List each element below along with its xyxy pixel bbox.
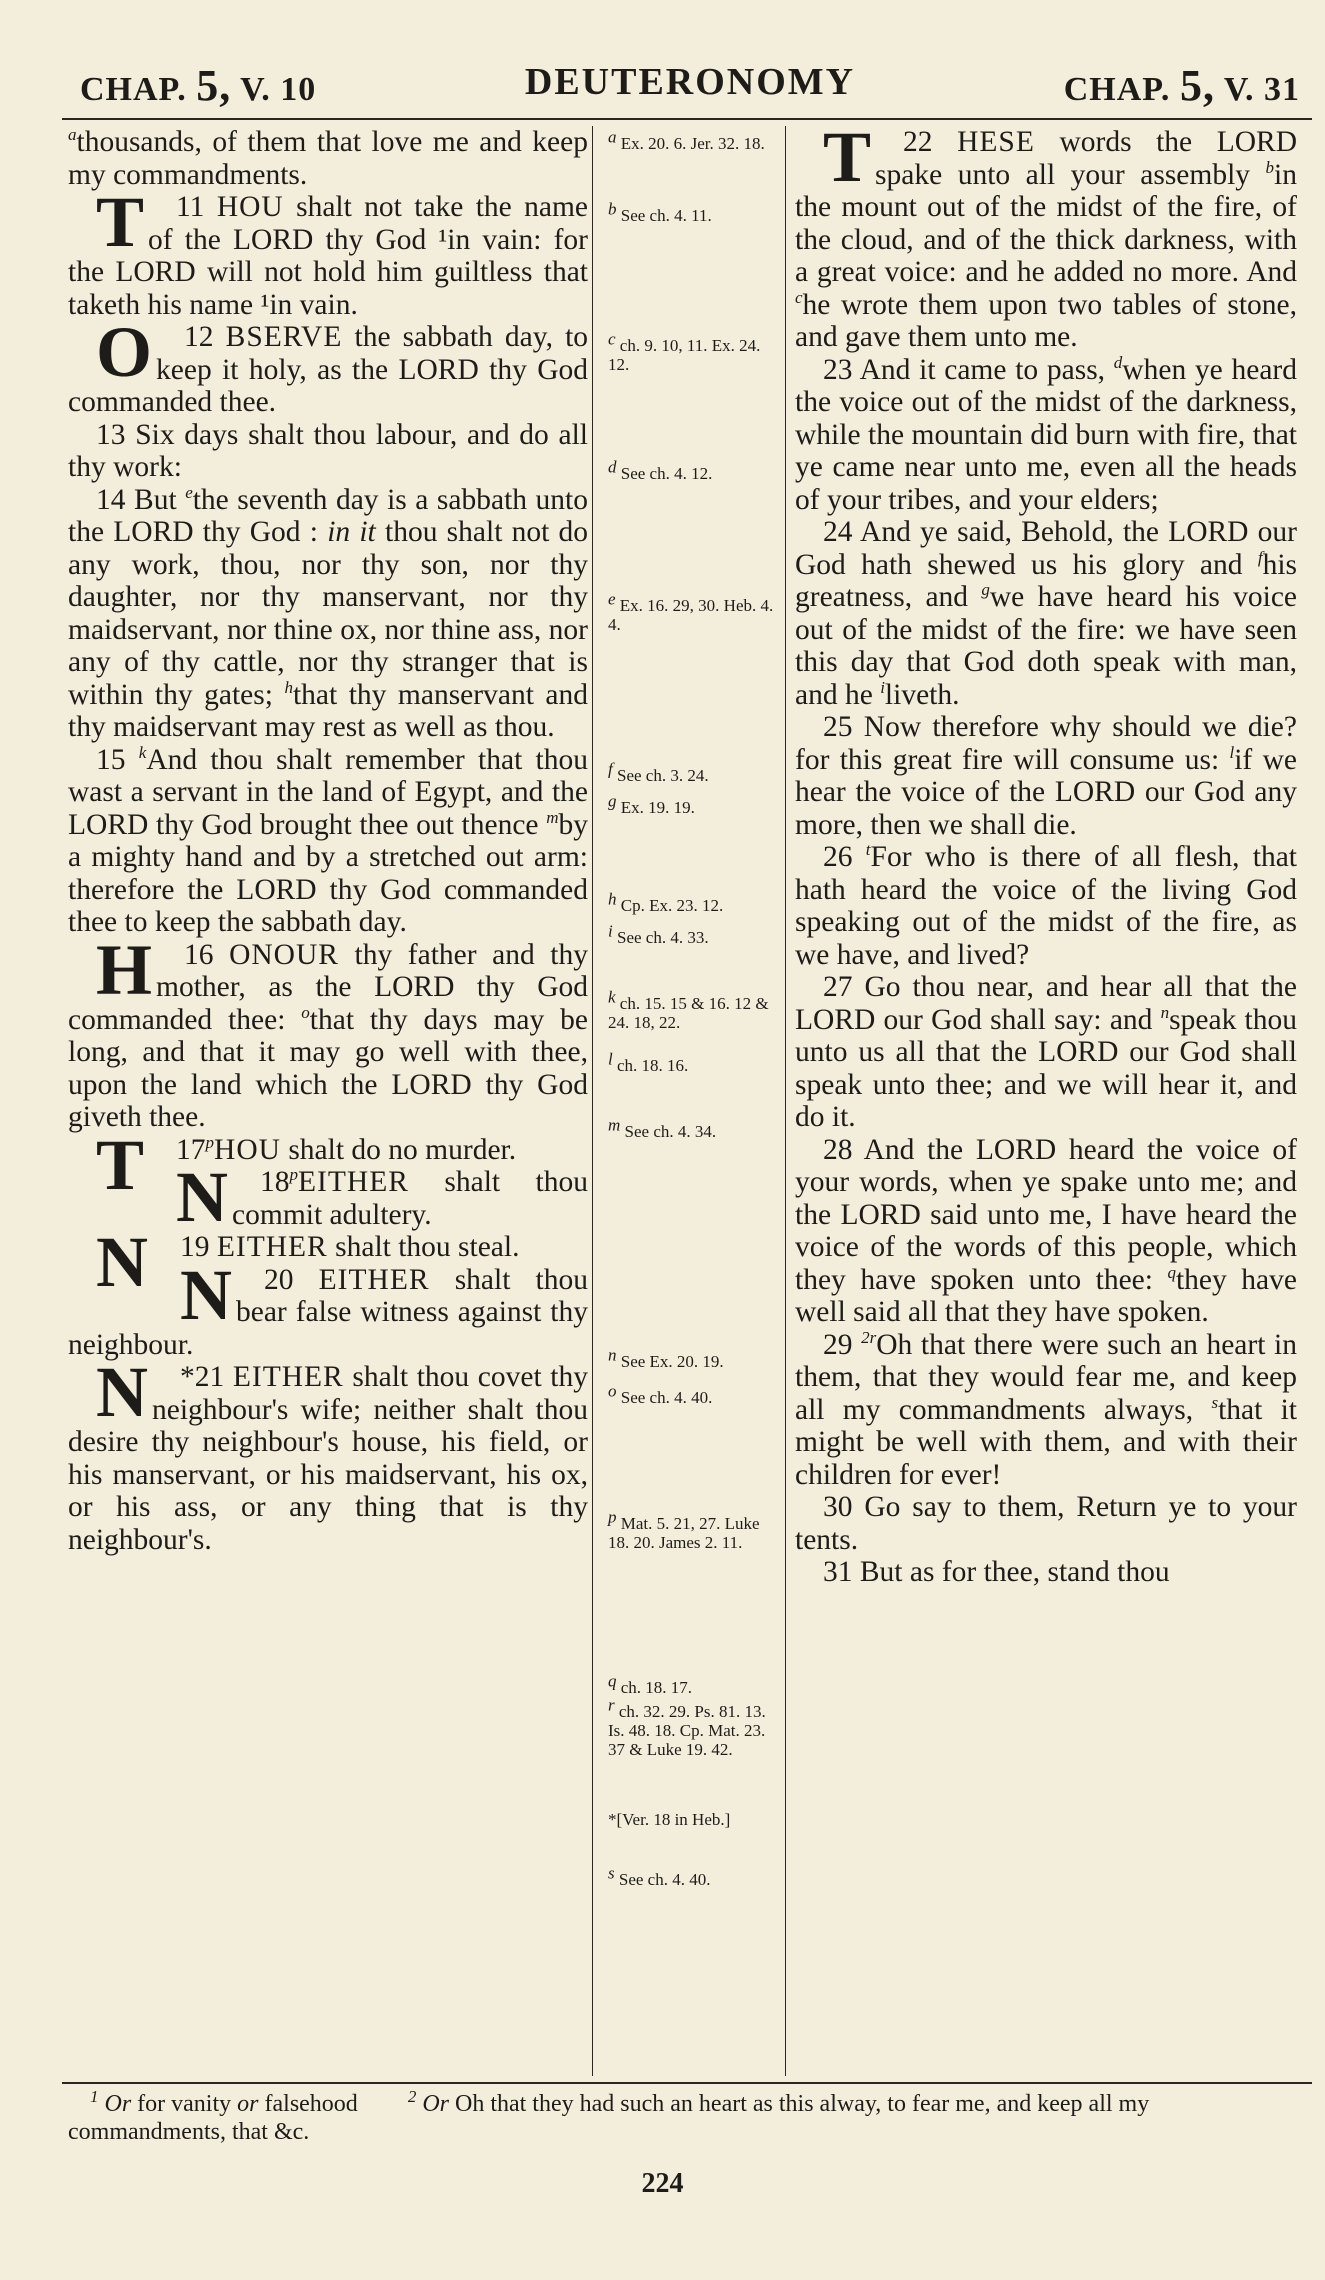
ref-letter: k <box>608 987 616 1007</box>
verse-text: we have heard his voice out of the midst of the fire: we have seen this day that God doth speak with man, and he <box>795 581 1298 711</box>
verse-caps: EITHER <box>298 1166 409 1198</box>
verse-text: they have well said all that they have spoken. <box>795 1263 1297 1328</box>
verse-31: 31 But as for thee, stand thou <box>823 1556 1170 1588</box>
verse-number: 11 <box>176 191 205 223</box>
cross-reference <box>608 987 784 1032</box>
verse-11 <box>68 182 589 321</box>
verse-26 <box>795 841 1297 971</box>
verse-text: the sabbath day, to keep it holy, as the LORD thy God commanded thee. <box>68 321 589 418</box>
header-right-reference <box>1064 60 1300 111</box>
ref-text: See ch. 4. 33. <box>616 928 709 947</box>
footnote-marker: m <box>546 807 559 827</box>
running-header <box>80 60 1300 120</box>
verse-text: he wrote them upon two tables of stone, and gave them unto me. <box>795 288 1297 353</box>
ref-text: ch. 9. 10, 11. Ex. 24. 12. <box>608 336 761 374</box>
footnote-marker: g <box>981 580 990 600</box>
verse-text: 23 And it came to pass, <box>823 353 1106 386</box>
verse-text: words the LORD spake unto all your assembly <box>875 126 1298 191</box>
verse-caps: HOU <box>216 191 284 223</box>
ref-letter: g <box>608 791 617 811</box>
footnote-marker: n <box>1160 1002 1170 1022</box>
ref-text: ch. 18. 17. <box>620 1678 693 1697</box>
header-right-prefix: CHAP. <box>1063 71 1171 108</box>
ref-letter: a <box>608 127 617 147</box>
page-number: 224 <box>641 2168 684 2199</box>
column-divider-left <box>592 126 593 2076</box>
cross-reference <box>608 1507 784 1552</box>
ref-letter: m <box>608 1115 621 1135</box>
verse-text: liveth. <box>884 678 960 711</box>
verse-text: shalt do no murder. <box>288 1133 517 1166</box>
column-divider-right <box>785 126 786 2076</box>
verse-caps: EITHER <box>216 1231 328 1263</box>
ref-letter: e <box>608 589 616 609</box>
cross-reference <box>608 1863 784 1889</box>
verse-caps: HESE <box>957 126 1035 158</box>
footnote-marker: c <box>795 287 803 307</box>
ref-text: See ch. 4. 12. <box>620 464 713 483</box>
footnote-marker: i <box>880 677 885 697</box>
footnote-marker: 2r <box>861 1327 877 1347</box>
footnote-marker: t <box>865 840 871 860</box>
verse-text: in the mount out of the midst of the fire, of the cloud, and of the thick darkness, with a great voice: and he added no more. And <box>795 158 1297 288</box>
ref-text: Mat. 5. 21, 27. Luke 18. 20. James 2. 11. <box>608 1514 760 1552</box>
verse-number: 15 <box>96 743 126 776</box>
verse-text: thousands, of them that love me and keep my commandments. <box>68 126 588 191</box>
verse-number: 29 <box>823 1328 853 1361</box>
footnote-marker: q <box>1167 1262 1176 1282</box>
footnote-marker: k <box>138 742 147 762</box>
ref-letter: f <box>608 759 613 779</box>
cross-reference <box>608 457 784 483</box>
verse-number: 17 <box>176 1133 206 1166</box>
ref-letter: d <box>608 457 617 477</box>
header-left-prefix: CHAP. <box>80 71 187 108</box>
footnote-marker: h <box>284 677 293 697</box>
footnote-or: Or <box>104 2091 132 2117</box>
cross-reference <box>608 889 784 915</box>
verse-text: 25 Now therefore why should we die? for this great fire will consume us: <box>795 711 1297 776</box>
ref-letter: r <box>608 1695 615 1715</box>
verse-text: speak thou unto us all that the LORD our God shall speak unto thee; and we will hear it, and do it. <box>795 1003 1297 1133</box>
ref-text: ch. 32. 29. Ps. 81. 13. Is. 48. 18. Cp. Mat. 23. 37 & Luke 19. 42. <box>608 1702 766 1759</box>
verse-text: shalt thou covet thy neighbour's wife; neither shalt thou desire thy neighbour's house, his field, or his manservant, or his maidservant, his ox, or his ass, or any thing that is thy neighbour's. <box>68 1361 588 1556</box>
ref-text: Cp. Ex. 23. 12. <box>620 896 724 915</box>
footnote-marker: d <box>1113 352 1123 372</box>
footnote-number: 2 <box>407 2087 417 2106</box>
verse-caps: EITHER <box>232 1361 344 1393</box>
verse-21 <box>68 1352 588 1556</box>
marginal-footnotes <box>68 2087 1298 2146</box>
cross-reference <box>608 759 784 785</box>
drop-cap: T <box>823 117 872 197</box>
footnote-marker: o <box>301 1002 310 1022</box>
drop-cap: N <box>96 1352 148 1432</box>
verse-text: For who is there of all flesh, that hath heard the voice of the living God speaking out of the midst of the fire, as we have, and lived? <box>795 841 1297 971</box>
cross-reference <box>608 921 784 947</box>
drop-cap: N <box>96 1222 148 1302</box>
ref-letter: n <box>608 1345 617 1365</box>
header-left-verse: V. 10 <box>240 71 317 108</box>
verse-text: shalt thou steal. <box>335 1231 520 1263</box>
ref-text: *[Ver. 18 in Heb.] <box>608 1810 731 1829</box>
drop-cap: N <box>180 1254 232 1335</box>
ref-text: ch. 15. 15 & 16. 12 & 24. 18, 22. <box>608 994 769 1032</box>
ref-letter: q <box>608 1671 617 1691</box>
footnote-or: or <box>237 2091 259 2117</box>
ref-letter: o <box>608 1381 617 1401</box>
drop-cap: H <box>96 929 153 1010</box>
verse-30: 30 Go say to them, Return ye to your tents. <box>795 1491 1297 1556</box>
footnote-marker: s <box>1211 1392 1219 1412</box>
verse-23 <box>795 354 1297 517</box>
verse-text: shalt not take the name of the LORD thy God ¹in vain: for the LORD will not hold him guiltless that taketh his name ¹in vain. <box>68 191 589 321</box>
verse-number: *21 <box>180 1361 225 1393</box>
verse-28 <box>795 1134 1297 1329</box>
ref-text: See ch. 4. 40. <box>618 1870 711 1889</box>
drop-cap: T <box>96 1124 145 1205</box>
verse-number: 19 <box>180 1231 210 1263</box>
verse-text: And thou shalt remember that thou wast a servant in the land of Egypt, and the LORD thy God brought thee out thence <box>68 743 589 841</box>
verse-text: that it might be well with them, and with their children for ever! <box>795 1393 1297 1491</box>
footnote-marker: a <box>68 125 77 145</box>
verse-text: 24 And ye said, Behold, the LORD our God hath shewed us his glory and <box>795 516 1297 581</box>
ref-text: See ch. 3. 24. <box>616 766 709 785</box>
footnote-or: Or <box>422 2091 449 2117</box>
verse-13: 13 Six days shalt thou labour, and do all thy work: <box>68 418 588 483</box>
ref-letter: h <box>608 889 617 909</box>
ref-letter: l <box>608 1049 613 1069</box>
verse-caps: EITHER <box>318 1263 430 1296</box>
ref-letter: i <box>608 921 613 941</box>
cross-reference <box>608 127 784 153</box>
verse-number: 12 <box>184 321 214 353</box>
cross-reference-column <box>602 126 782 2076</box>
cross-reference <box>608 1671 784 1697</box>
right-text-column <box>795 117 1298 1589</box>
footnote-text: for vanity <box>137 2091 232 2117</box>
ref-text: See ch. 4. 11. <box>620 206 712 225</box>
header-right-verse: V. 31 <box>1223 71 1300 108</box>
cross-reference <box>608 1115 784 1141</box>
verse-text: thou shalt not do any work, thou, nor thy son, nor thy daughter, nor thy manservant, nor thy maidservant, nor thine ox, nor thine ass, nor any of thy cattle, nor thy stranger that is within thy gates; <box>68 516 589 711</box>
verse-text: that thy manservant and thy maidservant may rest as well as thou. <box>68 678 588 743</box>
verse-text: Oh that there were such an heart in them, that they would fear me, and keep all my commandments always, <box>795 1328 1297 1426</box>
header-right-chapter: 5, <box>1179 61 1215 110</box>
ref-text: See Ex. 20. 19. <box>620 1352 724 1371</box>
ref-text: Ex. 16. 29, 30. Heb. 4. 4. <box>608 596 774 634</box>
ref-text: Ex. 20. 6. Jer. 32. 18. <box>620 134 765 153</box>
verse-15 <box>68 744 588 939</box>
verse-text: 28 And the LORD heard the voice of your words, when ye spake unto me; and the LORD said unto me, I have heard the voice of the words of this people, which they have spoken unto thee: <box>795 1133 1297 1296</box>
verse-text: shalt thou bear false witness against thy neighbour. <box>68 1263 589 1361</box>
ref-text: ch. 18. 16. <box>616 1056 689 1075</box>
header-rule <box>62 118 1312 120</box>
ref-letter: c <box>608 329 616 349</box>
verse-text: shalt thou commit adultery. <box>232 1166 588 1231</box>
cross-reference <box>608 1049 784 1075</box>
verse-text: 14 But <box>96 483 177 516</box>
verse-text: the seventh day is a sabbath unto the LORD thy God : <box>68 483 588 548</box>
footer-rule <box>62 2082 1312 2084</box>
verse-text: if we hear the voice of the LORD our God any more, then we shall die. <box>795 743 1297 841</box>
verse-22 <box>795 117 1298 354</box>
footnote-1 <box>90 2087 358 2117</box>
ref-letter: s <box>608 1863 615 1883</box>
verse-text: that thy days may be long, and that it may go well with thee, upon the land which the LORD thy God giveth thee. <box>68 1003 588 1133</box>
verse-24 <box>795 516 1297 711</box>
cross-reference <box>608 791 784 817</box>
drop-cap: O <box>96 312 153 392</box>
verse-number: 18 <box>260 1166 290 1198</box>
cross-reference <box>608 1381 784 1407</box>
footnote-marker: p <box>205 1132 215 1152</box>
verse-text: his greatness, and <box>795 548 1297 613</box>
verse-text: by a mighty hand and by a stretched out arm: therefore the LORD thy God commanded thee to keep the sabbath day. <box>68 808 589 938</box>
drop-cap: T <box>96 182 145 262</box>
cross-reference <box>608 1345 784 1371</box>
footnote-marker: l <box>1229 742 1235 762</box>
footnote-marker: p <box>289 1165 299 1185</box>
verse-number: 22 <box>903 126 933 158</box>
verse-text: when ye heard the voice out of the midst of the darkness, while the mountain did burn with fire, that ye came near unto me, even all the heads of your tribes, and your elders; <box>795 353 1298 516</box>
verse-29 <box>795 1329 1297 1492</box>
verse-number: 20 <box>264 1263 294 1296</box>
verse-text: thy father and thy mother, as the LORD thy God commanded thee: <box>68 938 588 1036</box>
verse-14 <box>68 484 588 744</box>
footnote-text: falsehood <box>264 2091 358 2117</box>
verse-text: 27 Go thou near, and hear all that the LORD our God shall say: and <box>795 971 1297 1036</box>
verse-caps: HOU <box>214 1133 281 1166</box>
verse-27 <box>795 971 1297 1134</box>
verse-number: 16 <box>184 938 214 971</box>
cross-reference <box>608 199 784 225</box>
verse-10-continuation <box>68 126 588 191</box>
footnote-marker: f <box>1257 547 1263 567</box>
verse-number: 26 <box>823 841 853 873</box>
verse-12 <box>68 312 589 419</box>
cross-reference <box>608 589 784 634</box>
footnote-marker: e <box>185 482 193 502</box>
footnote-marker: b <box>1265 157 1275 177</box>
verse-16 <box>68 929 588 1134</box>
ref-text: See ch. 4. 40. <box>620 1388 713 1407</box>
verse-caps: BSERVE <box>225 321 343 353</box>
header-left-chapter: 5, <box>196 61 232 110</box>
italic-text: in it <box>327 516 376 548</box>
cross-reference <box>608 1810 784 1829</box>
book-title: DEUTERONOMY <box>524 61 856 103</box>
cross-reference <box>608 329 784 374</box>
ref-text: Ex. 19. 19. <box>620 798 695 817</box>
verse-25 <box>795 711 1297 841</box>
ref-letter: b <box>608 199 617 219</box>
footnote-number: 1 <box>90 2087 99 2106</box>
ref-text: See ch. 4. 34. <box>624 1122 717 1141</box>
verse-caps: ONOUR <box>229 938 339 971</box>
cross-reference <box>608 1695 784 1759</box>
left-text-column <box>68 126 588 1556</box>
footnote-text: Oh that they had such an heart as this alway, to fear me, and keep all my commandments, that &c. <box>68 2091 1150 2145</box>
ref-letter: p <box>608 1507 617 1527</box>
drop-cap: N <box>176 1157 229 1237</box>
